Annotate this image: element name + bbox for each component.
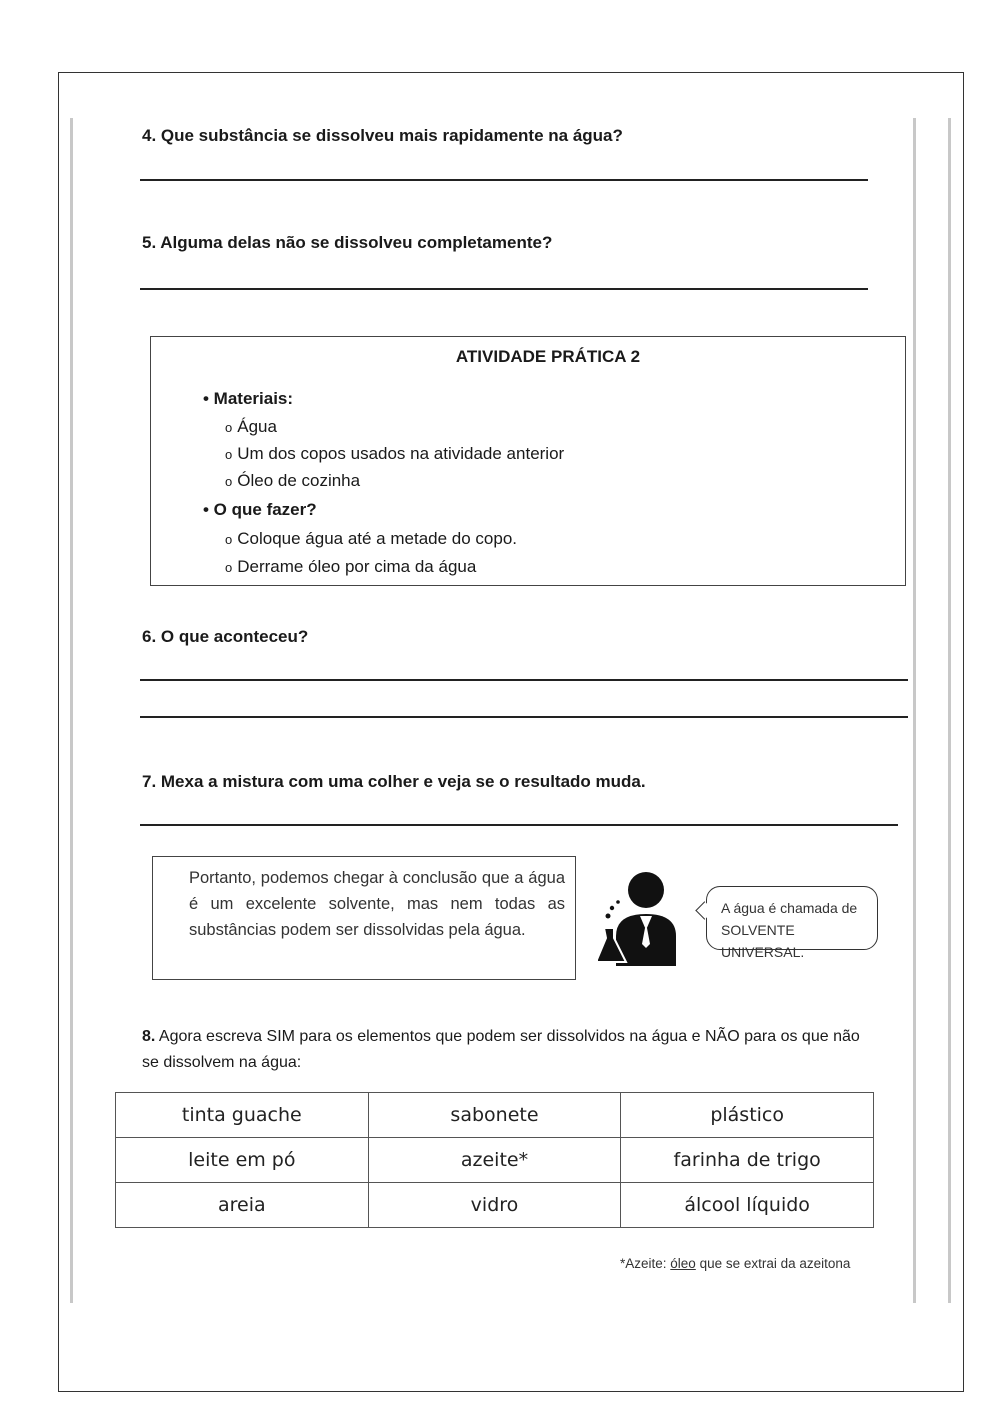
question-5: 5. Alguma delas não se dissolveu completamente?: [142, 233, 553, 252]
margin-line: [948, 118, 951, 1303]
activity-box: [150, 336, 906, 586]
circle-bullet-icon: o: [225, 447, 233, 462]
question-8: [142, 1024, 862, 1076]
table-row: [116, 1093, 874, 1138]
question-7: 7. Mexa a mistura com uma colher e veja se o resultado muda.: [142, 772, 646, 791]
table-cell[interactable]: farinha de trigo: [621, 1138, 874, 1183]
circle-bullet-icon: o: [225, 420, 233, 435]
activity-title: ATIVIDADE PRÁTICA 2: [455, 347, 641, 366]
table-cell[interactable]: vidro: [368, 1183, 621, 1228]
margin-line: [913, 118, 916, 1303]
speech-line-2: SOLVENTE UNIVERSAL.: [721, 922, 805, 960]
table-cell[interactable]: tinta guache: [116, 1093, 369, 1138]
footnote: *Azeite: óleo que se extrai da azeitona: [620, 1256, 851, 1271]
answer-line-q5[interactable]: [140, 288, 868, 290]
table-cell[interactable]: azeite*: [368, 1138, 621, 1183]
speech-bubble: [706, 886, 878, 960]
answer-line-q6b[interactable]: [140, 716, 908, 718]
steps-heading: • O que fazer?: [203, 500, 317, 519]
step-item: o Derrame óleo por cima da água: [225, 557, 477, 576]
speech-line-1: A água é chamada de: [721, 900, 858, 916]
material-item: o Óleo de cozinha: [225, 471, 361, 490]
table-cell[interactable]: leite em pó: [116, 1138, 369, 1183]
material-item: o Água: [225, 417, 277, 436]
conclusion-text: Portanto, podemos chegar à conclusão que a água é um excelente solvente, mas nem todas as substâncias podem ser dissolvidas pela água.: [189, 869, 565, 939]
margin-line: [70, 118, 73, 1303]
circle-bullet-icon: o: [225, 560, 233, 575]
table-row: [116, 1183, 874, 1228]
circle-bullet-icon: o: [225, 532, 233, 547]
conclusion-box: [152, 856, 576, 980]
material-item: o Um dos copos usados na atividade anterior: [225, 444, 565, 463]
scientist-icon: [598, 868, 690, 968]
circle-bullet-icon: o: [225, 474, 233, 489]
question-8-number: 8.: [142, 1028, 156, 1045]
question-6: 6. O que aconteceu?: [142, 627, 309, 646]
table-cell[interactable]: álcool líquido: [621, 1183, 874, 1228]
table-row: [116, 1138, 874, 1183]
materials-heading: • Materiais:: [203, 389, 294, 408]
answer-line-q7[interactable]: [140, 824, 898, 826]
table-cell[interactable]: areia: [116, 1183, 369, 1228]
question-4: 4. Que substância se dissolveu mais rapidamente na água?: [142, 126, 623, 145]
table-cell[interactable]: sabonete: [368, 1093, 621, 1138]
answer-line-q6a[interactable]: [140, 679, 908, 681]
question-8-text: Agora escreva SIM para os elementos que podem ser dissolvidos na água e NÃO para os que não se dissolvem na água:: [142, 1028, 860, 1071]
materials-table: [115, 1092, 874, 1228]
table-cell[interactable]: plástico: [621, 1093, 874, 1138]
step-item: o Coloque água até a metade do copo.: [225, 529, 518, 548]
answer-line-q4[interactable]: [140, 179, 868, 181]
